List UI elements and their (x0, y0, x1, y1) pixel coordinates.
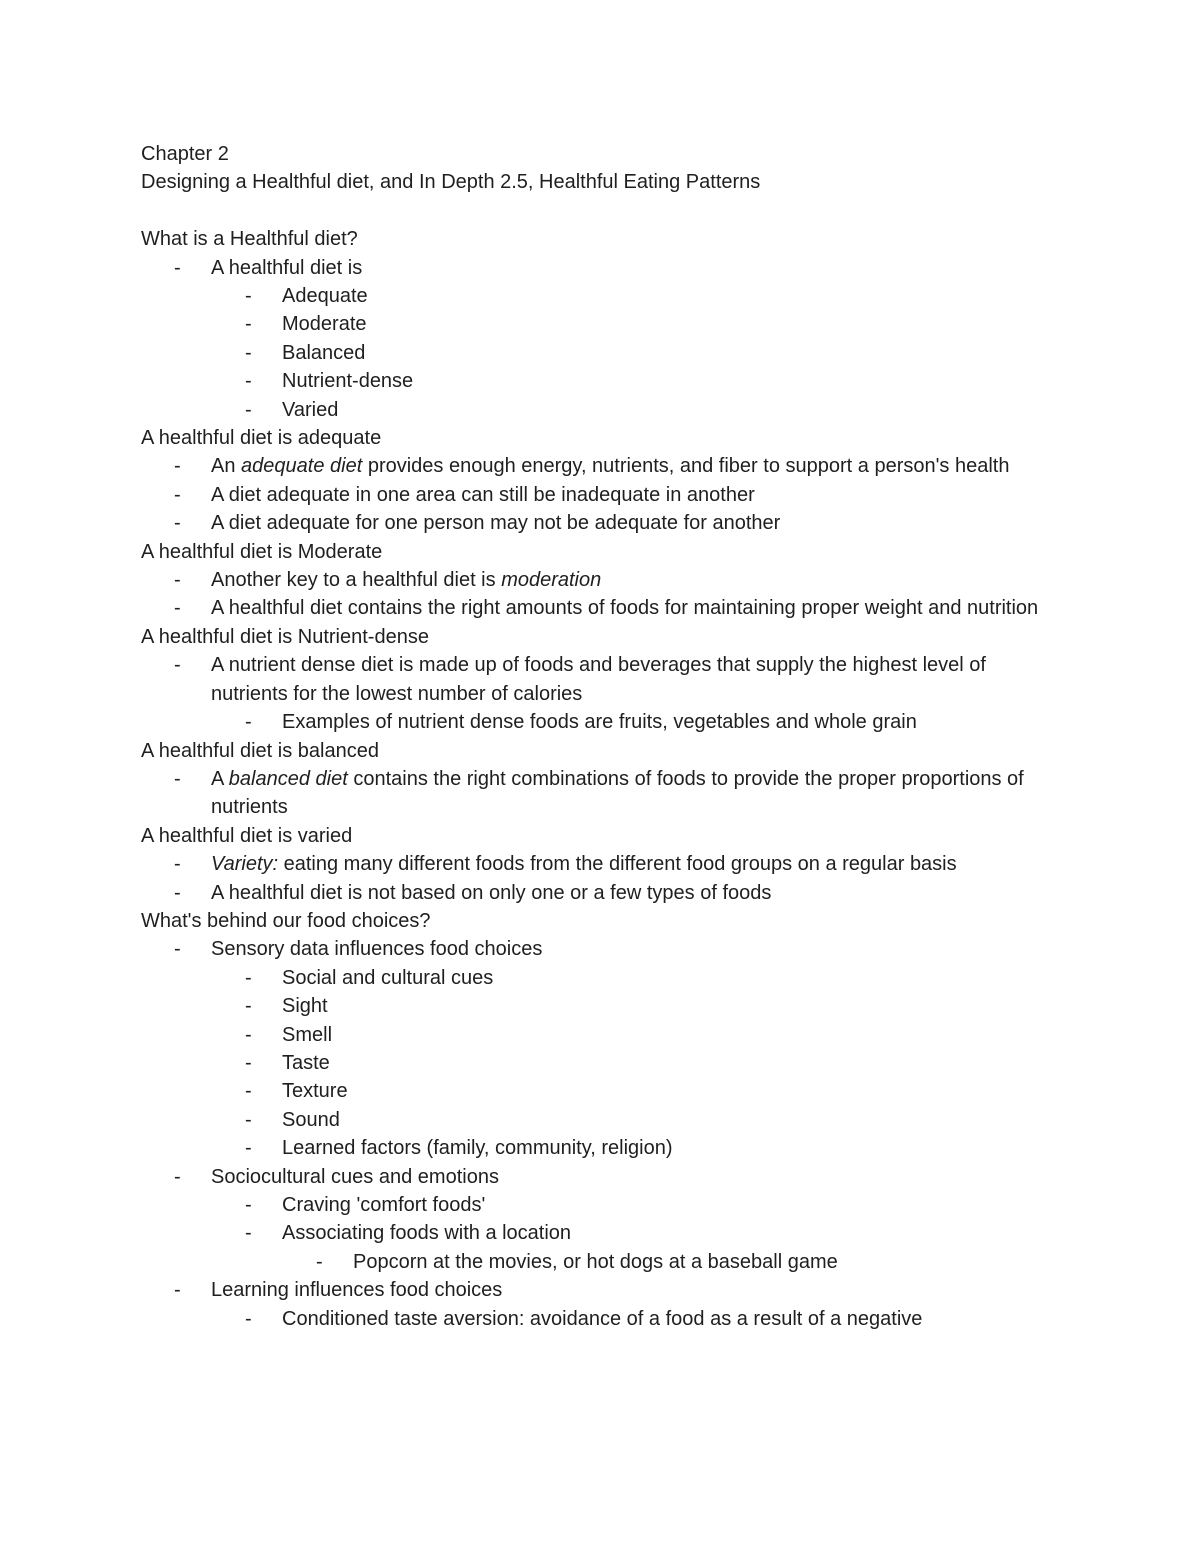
list-item: - Sight (141, 992, 1061, 1020)
list-item: - Sound (141, 1106, 1061, 1134)
list-item: - Learning influences food choices (141, 1276, 1061, 1304)
bullet-dash: - (245, 1307, 252, 1330)
list-item: - Popcorn at the movies, or hot dogs at a baseball game (141, 1248, 1061, 1276)
section-heading: What is a Healthful diet? (141, 228, 358, 251)
list-item: - Social and cultural cues (141, 964, 1061, 992)
list-item: - Balanced (141, 339, 1061, 367)
list-item: - A diet adequate for one person may not be adequate for another (141, 509, 1061, 537)
bullet-dash: - (245, 711, 252, 734)
list-item: - Learned factors (family, community, religion) (141, 1134, 1061, 1162)
bullet-dash: - (174, 512, 181, 535)
bullet-dash: - (245, 370, 252, 393)
bullet-dash: - (174, 1279, 181, 1302)
bullet-dash: - (245, 313, 252, 336)
bullet-dash: - (245, 1108, 252, 1131)
bullet-dash: - (174, 654, 181, 677)
section-heading: A healthful diet is Moderate (141, 540, 383, 563)
bullet-dash: - (245, 1051, 252, 1074)
list-item: - Another key to a healthful diet is moderation (141, 566, 1061, 594)
bullet-dash: - (174, 1165, 181, 1188)
list-item: - An adequate diet provides enough energy, nutrients, and fiber to support a person's health (141, 452, 1061, 480)
blank-line (141, 197, 1061, 225)
bullet-dash: - (174, 881, 181, 904)
section-heading: A healthful diet is adequate (141, 427, 382, 450)
list-item: - A healthful diet is not based on only one or a few types of foods (141, 879, 1061, 907)
list-item: - Moderate (141, 310, 1061, 338)
bullet-dash: - (174, 938, 181, 961)
chapter-title: Chapter 2 (141, 143, 229, 165)
list-item: - Examples of nutrient dense foods are fruits, vegetables and whole grain (141, 708, 1061, 736)
section-heading: A healthful diet is balanced (141, 739, 379, 762)
bullet-dash: - (316, 1250, 323, 1273)
section-heading: A healthful diet is Nutrient-dense (141, 625, 429, 648)
document-page (141, 140, 1061, 1333)
bullet-dash: - (245, 398, 252, 421)
bullet-dash: - (174, 767, 181, 790)
bullet-dash: - (174, 569, 181, 592)
bullet-dash: - (245, 285, 252, 308)
list-item: - A balanced diet contains the right combinations of foods to provide the proper proportions of nutrients (141, 765, 1061, 822)
list-item: - Associating foods with a location (141, 1219, 1061, 1247)
list-item: - Conditioned taste aversion: avoidance of a food as a result of a negative (141, 1305, 1061, 1333)
list-item: - Variety: eating many different foods from the different food groups on a regular basis (141, 850, 1061, 878)
list-item: - Varied (141, 396, 1061, 424)
list-item: - Sociocultural cues and emotions (141, 1163, 1061, 1191)
emphasis-term: balanced diet (228, 767, 348, 790)
bullet-dash: - (245, 341, 252, 364)
section-heading: A healthful diet is varied (141, 824, 353, 847)
bullet-dash: - (245, 1080, 252, 1103)
list-item: - A healthful diet is (141, 254, 1061, 282)
emphasis-term: adequate diet (241, 455, 363, 478)
bullet-dash: - (174, 455, 181, 478)
emphasis-term: Variety: (211, 853, 279, 876)
chapter-subtitle: Designing a Healthful diet, and In Depth 2.5, Healthful Eating Patterns (141, 171, 761, 194)
bullet-dash: - (174, 853, 181, 876)
bullet-dash: - (245, 1222, 252, 1245)
emphasis-term: moderation (501, 569, 602, 592)
list-item: - Taste (141, 1049, 1061, 1077)
list-item: - Craving 'comfort foods' (141, 1191, 1061, 1219)
bullet-dash: - (245, 1194, 252, 1217)
bullet-dash: - (245, 995, 252, 1018)
bullet-dash: - (174, 256, 181, 279)
list-item: - Adequate (141, 282, 1061, 310)
bullet-dash: - (245, 966, 252, 989)
section-heading: What's behind our food choices? (141, 909, 431, 932)
bullet-dash: - (245, 1023, 252, 1046)
list-item: - A diet adequate in one area can still be inadequate in another (141, 481, 1061, 509)
bullet-dash: - (174, 597, 181, 620)
list-item: - Sensory data influences food choices (141, 935, 1061, 963)
list-item: - A nutrient dense diet is made up of foods and beverages that supply the highest level of nutrients for the lowest number of calories (141, 651, 1061, 708)
bullet-dash: - (174, 483, 181, 506)
list-item: - Nutrient-dense (141, 367, 1061, 395)
bullet-dash: - (245, 1137, 252, 1160)
list-item: - A healthful diet contains the right amounts of foods for maintaining proper weight and nutrition (141, 594, 1061, 622)
list-item: - Smell (141, 1021, 1061, 1049)
list-item: - Texture (141, 1077, 1061, 1105)
